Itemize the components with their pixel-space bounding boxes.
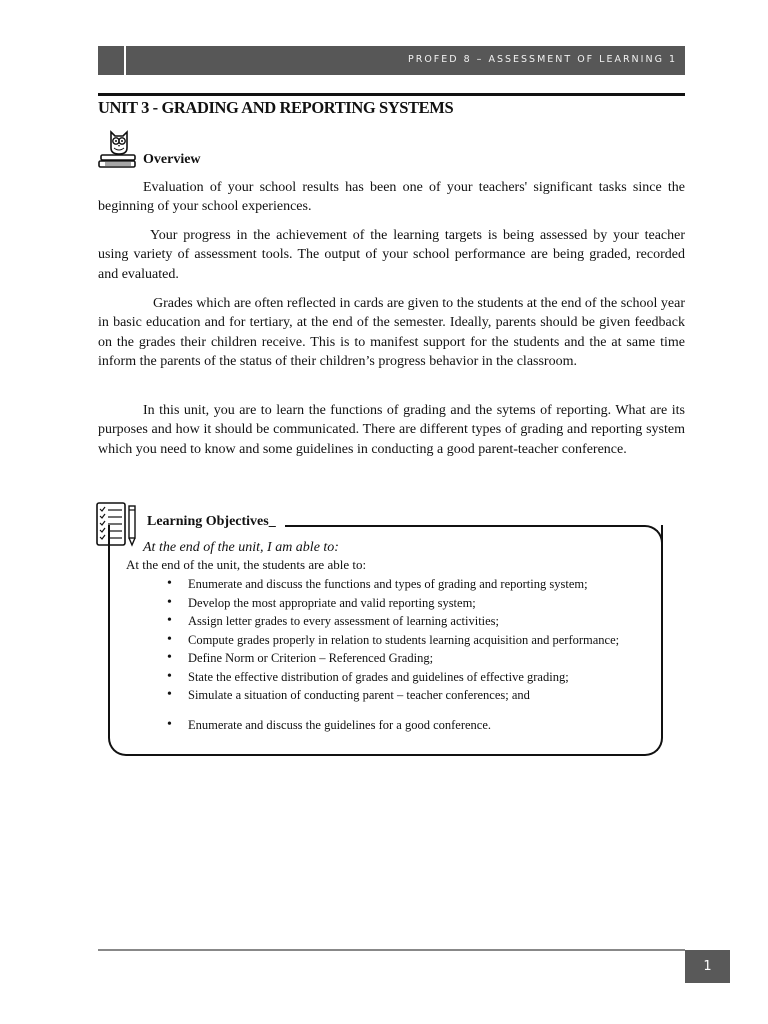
objectives-intro-italic: At the end of the unit, I am able to: bbox=[143, 540, 339, 555]
owl-on-book-icon bbox=[97, 126, 141, 170]
learning-objectives-heading: Learning Objectives_ bbox=[147, 514, 276, 529]
objectives-intro: At the end of the unit, the students are able to: bbox=[126, 557, 367, 572]
overview-paragraph: Evaluation of your school results has been one of your teachers' significant tasks since the beginning of your school experiences. bbox=[98, 180, 685, 215]
objective-item: • Enumerate and discuss the functions and types of grading and reporting system; bbox=[163, 575, 663, 594]
objective-item: • Develop the most appropriate and valid reporting system; bbox=[163, 594, 663, 613]
objective-item: • State the effective distribution of grades and guidelines of effective grading; bbox=[163, 668, 663, 687]
footer-rule bbox=[98, 949, 685, 951]
objective-item: • Assign letter grades to every assessment of learning activities; bbox=[163, 612, 663, 631]
header-bar bbox=[98, 46, 685, 75]
objective-item: • Define Norm or Criterion – Referenced Grading; bbox=[163, 649, 663, 668]
header-title: PROFED 8 – ASSESSMENT OF LEARNING 1 bbox=[408, 54, 677, 65]
overview-paragraph: Your progress in the achievement of the learning targets is being assessed by your teacher using variety of assessment tools. The output of your school performance are being graded, recorded and evaluated. bbox=[98, 228, 685, 282]
objective-item: • Compute grades properly in relation to students learning acquisition and performance; bbox=[163, 631, 663, 650]
objectives-list bbox=[163, 575, 663, 734]
unit-title: UNIT 3 - GRADING AND REPORTING SYSTEMS bbox=[98, 98, 454, 117]
overview-paragraph: Grades which are often reflected in cards are given to the students at the end of the school year in basic education and for tertiary, at the end of the semester. Ideally, parents should be given feedback on the grades their children receive. This is to manifest support for the students and the at same time inform the parents of the status of their children’s progress behavior in the classroom. bbox=[98, 296, 685, 370]
page-number-box bbox=[685, 950, 730, 983]
header-bar-segment bbox=[98, 46, 126, 75]
overview-heading: Overview bbox=[143, 152, 201, 167]
objective-item: • Enumerate and discuss the guidelines for a good conference. bbox=[163, 716, 663, 735]
overview-paragraph: In this unit, you are to learn the functions of grading and the sytems of reporting. What are its purposes and how it should be communicated. There are different types of grading and reporting system which you need to know and some guidelines in conducting a good parent-teacher conference. bbox=[98, 403, 685, 457]
objective-item: • Simulate a situation of conducting parent – teacher conferences; and bbox=[163, 686, 663, 705]
page-number: 1 bbox=[703, 959, 712, 974]
header-rule bbox=[98, 93, 685, 96]
